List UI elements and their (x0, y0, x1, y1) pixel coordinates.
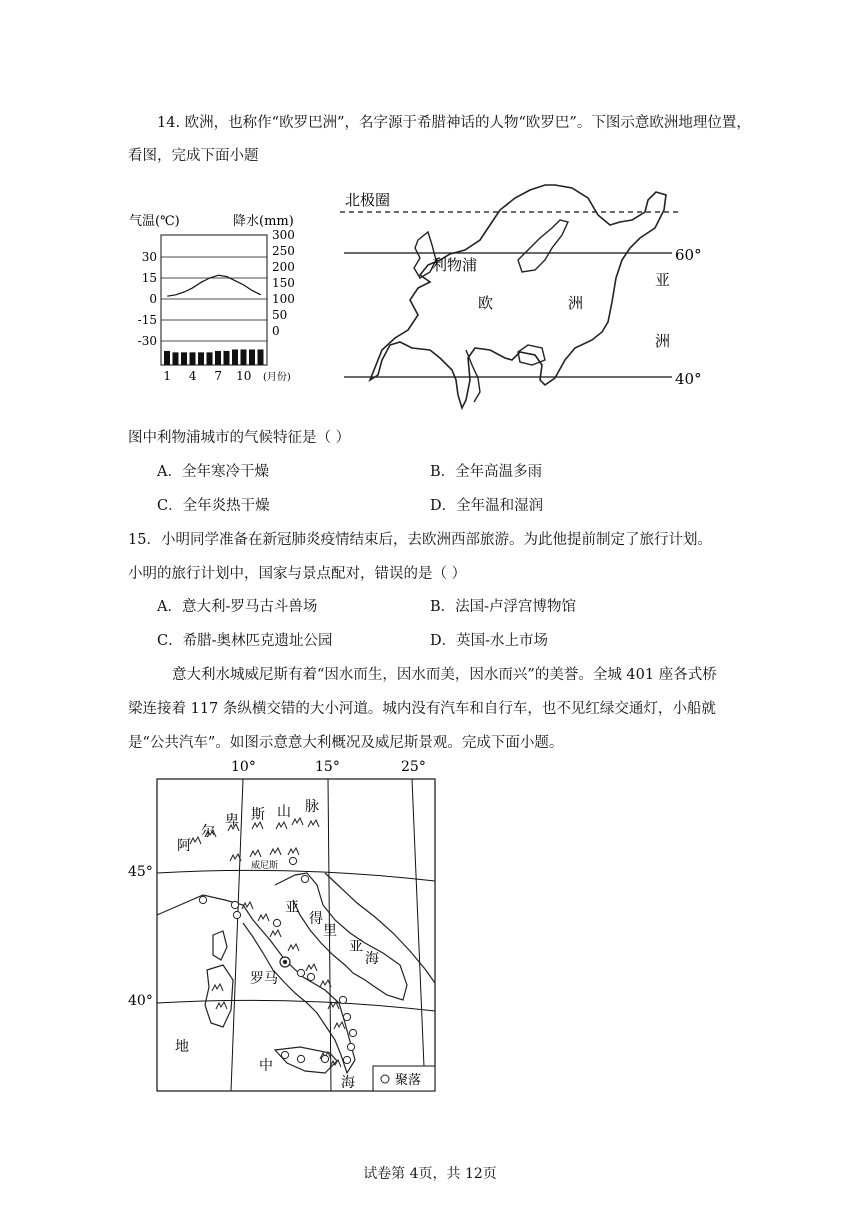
rome-capital-dot (283, 960, 287, 964)
mountain-mark (258, 914, 269, 921)
climate-chart (125, 205, 325, 385)
mountain-mark (252, 822, 263, 829)
settlement-marker (349, 1029, 356, 1036)
temp-tick-label: -15 (137, 313, 157, 327)
mountain-mark (270, 930, 281, 937)
lon25-label: 25° (401, 759, 426, 775)
temp-axis-label: 气温(℃) (129, 214, 180, 229)
adriatic-char: 得 (309, 911, 323, 927)
alps-char: 斯 (251, 807, 265, 823)
settlement-marker (343, 1056, 350, 1063)
settlement-marker (281, 1051, 288, 1058)
rome-label: 罗马 (250, 971, 278, 987)
month-tick-label: 7 (214, 369, 223, 383)
q14-option-c[interactable]: C．全年炎热干燥 (157, 498, 270, 514)
temp-tick-label: -30 (137, 334, 157, 348)
alps-char: 阿 (177, 838, 191, 854)
alps-char: 山 (277, 804, 291, 820)
lon10-label: 10° (231, 759, 256, 775)
precip-bar (232, 349, 238, 365)
precip-bars (164, 349, 264, 365)
adriatic-char: 里 (323, 923, 337, 939)
month-tick-label: 10 (236, 369, 252, 383)
legend-settlement-icon (381, 1075, 389, 1083)
med-label-zhong: 中 (259, 1058, 273, 1074)
precip-ticks (272, 228, 295, 338)
mountain-mark (308, 820, 319, 827)
passage-line2: 梁连接着 117 条纵横交错的大小河道。城内没有汽车和自行车，也不见红绿交通灯，小船就 (128, 701, 716, 717)
alps-char: 尔 (201, 824, 215, 840)
corsica-outline (213, 931, 227, 960)
precip-bar (258, 349, 264, 365)
europe-map (340, 180, 702, 415)
precip-bar (173, 352, 179, 365)
europe-label-1: 欧 (478, 294, 494, 312)
adriatic-label (285, 900, 379, 967)
precip-bar (207, 352, 213, 365)
alps-char: 脉 (305, 799, 319, 815)
lat40-label: 40° (675, 370, 702, 388)
q15-option-b[interactable]: B．法国-卢浮宫博物馆 (430, 599, 577, 615)
precip-bar (224, 351, 230, 365)
settlement-marker (289, 857, 296, 864)
q14-stem-line2: 看图，完成下面小题 (128, 148, 259, 164)
precip-tick-label: 150 (272, 276, 295, 290)
parallel-45 (157, 870, 435, 881)
sardinia-outline (205, 965, 233, 1027)
lon15-label: 15° (315, 759, 340, 775)
meridian-25 (412, 779, 425, 1091)
q15-option-a[interactable]: A．意大利-罗马古斗兽场 (157, 599, 318, 615)
precip-axis-label: 降水(mm) (233, 214, 294, 229)
map-frame (157, 779, 435, 1091)
q14-stem-line1: 14. 欧洲，也称作“欧罗巴洲”，名字源于希腊神话的人物“欧罗巴”。下图示意欧洲地理位置， (157, 115, 751, 131)
alps-char: 卑 (225, 813, 239, 829)
temp-tick-label: 15 (141, 271, 157, 285)
arctic-circle-label: 北极圈 (345, 191, 391, 209)
lat45-label: 45° (128, 864, 153, 880)
mountain-mark (270, 848, 281, 855)
q14-option-d[interactable]: D．全年温和湿润 (430, 498, 544, 514)
med-label-hai: 海 (341, 1075, 355, 1091)
settlement-marker (301, 875, 308, 882)
venice-label: 威尼斯 (251, 861, 279, 871)
settlement-marker (199, 896, 206, 903)
adriatic-char: 亚 (349, 939, 363, 955)
mountain-mark (320, 980, 331, 987)
page-footer: 试卷第 4页，共 12页 (363, 1166, 497, 1182)
precip-tick-label: 100 (272, 292, 295, 306)
settlement-marker (307, 973, 314, 980)
mountain-mark (276, 822, 287, 829)
mountain-mark (250, 850, 261, 857)
settlement-markers (199, 857, 356, 1063)
passage-line1: 意大利水城威尼斯有着“因水而生，因水而美，因水而兴”的美誉。全城 401 座各式桥 (172, 667, 717, 683)
precip-bar (181, 352, 187, 365)
lat60-label: 60° (675, 246, 702, 264)
settlement-marker (273, 919, 280, 926)
precip-tick-label: 200 (272, 260, 295, 274)
precip-tick-label: 250 (272, 244, 295, 258)
month-tick-label: 4 (188, 369, 197, 383)
liverpool-label: 利物浦 (432, 256, 478, 274)
mountain-mark (292, 818, 303, 825)
adriatic-char: 海 (365, 951, 379, 967)
settlement-marker (233, 911, 240, 918)
settlement-marker (343, 1013, 350, 1020)
temp-tick-label: 0 (149, 292, 157, 306)
temp-ticks (138, 250, 267, 348)
precip-bar (198, 352, 204, 365)
precip-tick-label: 50 (272, 308, 288, 322)
mountain-mark (212, 984, 223, 991)
europe-coastline (370, 185, 666, 408)
precip-bar (164, 351, 170, 365)
settlement-marker (347, 1043, 354, 1050)
precip-bar (249, 349, 255, 365)
settlement-marker (297, 1055, 304, 1062)
month-tick-label: 1 (163, 369, 172, 383)
mountain-mark (216, 1002, 227, 1009)
alps-label (177, 799, 319, 854)
precip-bar (241, 349, 247, 365)
mountain-mark (190, 837, 201, 844)
precip-tick-label: 300 (272, 228, 295, 242)
italy-map (125, 755, 445, 1100)
legend-label: 聚落 (395, 1073, 422, 1088)
parallel-40 (157, 1000, 435, 1011)
mountain-mark (334, 1022, 345, 1029)
temp-tick-label: 30 (141, 250, 157, 264)
q15-stem-line2: 小明的旅行计划中，国家与景点配对，错误的是（ ） (128, 566, 467, 582)
med-label-di: 地 (175, 1039, 189, 1055)
chart-frame (161, 235, 267, 365)
italy-coastline (157, 873, 407, 1073)
q15-option-d[interactable]: D．英国-水上市场 (430, 633, 549, 649)
q14-option-b[interactable]: B．全年高温多雨 (430, 464, 543, 480)
asia-label-1: 亚 (655, 271, 671, 289)
mountain-mark (242, 902, 253, 909)
mountain-mark (288, 944, 299, 951)
passage-line3: 是“公共汽车”。如图示意意大利概况及威尼斯景观。完成下面小题。 (128, 735, 564, 751)
asia-label-2: 洲 (655, 332, 671, 350)
precip-bar (215, 351, 221, 365)
settlement-marker (231, 901, 238, 908)
month-ticks (163, 369, 251, 383)
precip-bar (190, 352, 196, 365)
precip-tick-label: 0 (272, 324, 280, 338)
mountain-mark (306, 964, 317, 971)
settlement-marker (297, 969, 304, 976)
q14-question: 图中利物浦城市的气候特征是（ ） (128, 430, 351, 446)
settlement-marker (339, 996, 346, 1003)
lat40-label: 40° (128, 993, 153, 1009)
q15-option-c[interactable]: C．希腊-奥林匹克遗址公园 (157, 633, 333, 649)
mountain-mark (288, 848, 299, 855)
q15-stem-line1: 15．小明同学准备在新冠肺炎疫情结束后，去欧洲西部旅游。为此他提前制定了旅行计划。 (128, 532, 712, 548)
baltic-coast (518, 220, 568, 272)
q14-option-a[interactable]: A．全年寒冷干燥 (157, 464, 269, 480)
month-unit: (月份) (263, 372, 291, 383)
europe-label-2: 洲 (568, 294, 584, 312)
mountain-mark (230, 854, 241, 861)
settlement-marker (321, 1055, 328, 1062)
adriatic-char: 亚 (285, 900, 299, 916)
